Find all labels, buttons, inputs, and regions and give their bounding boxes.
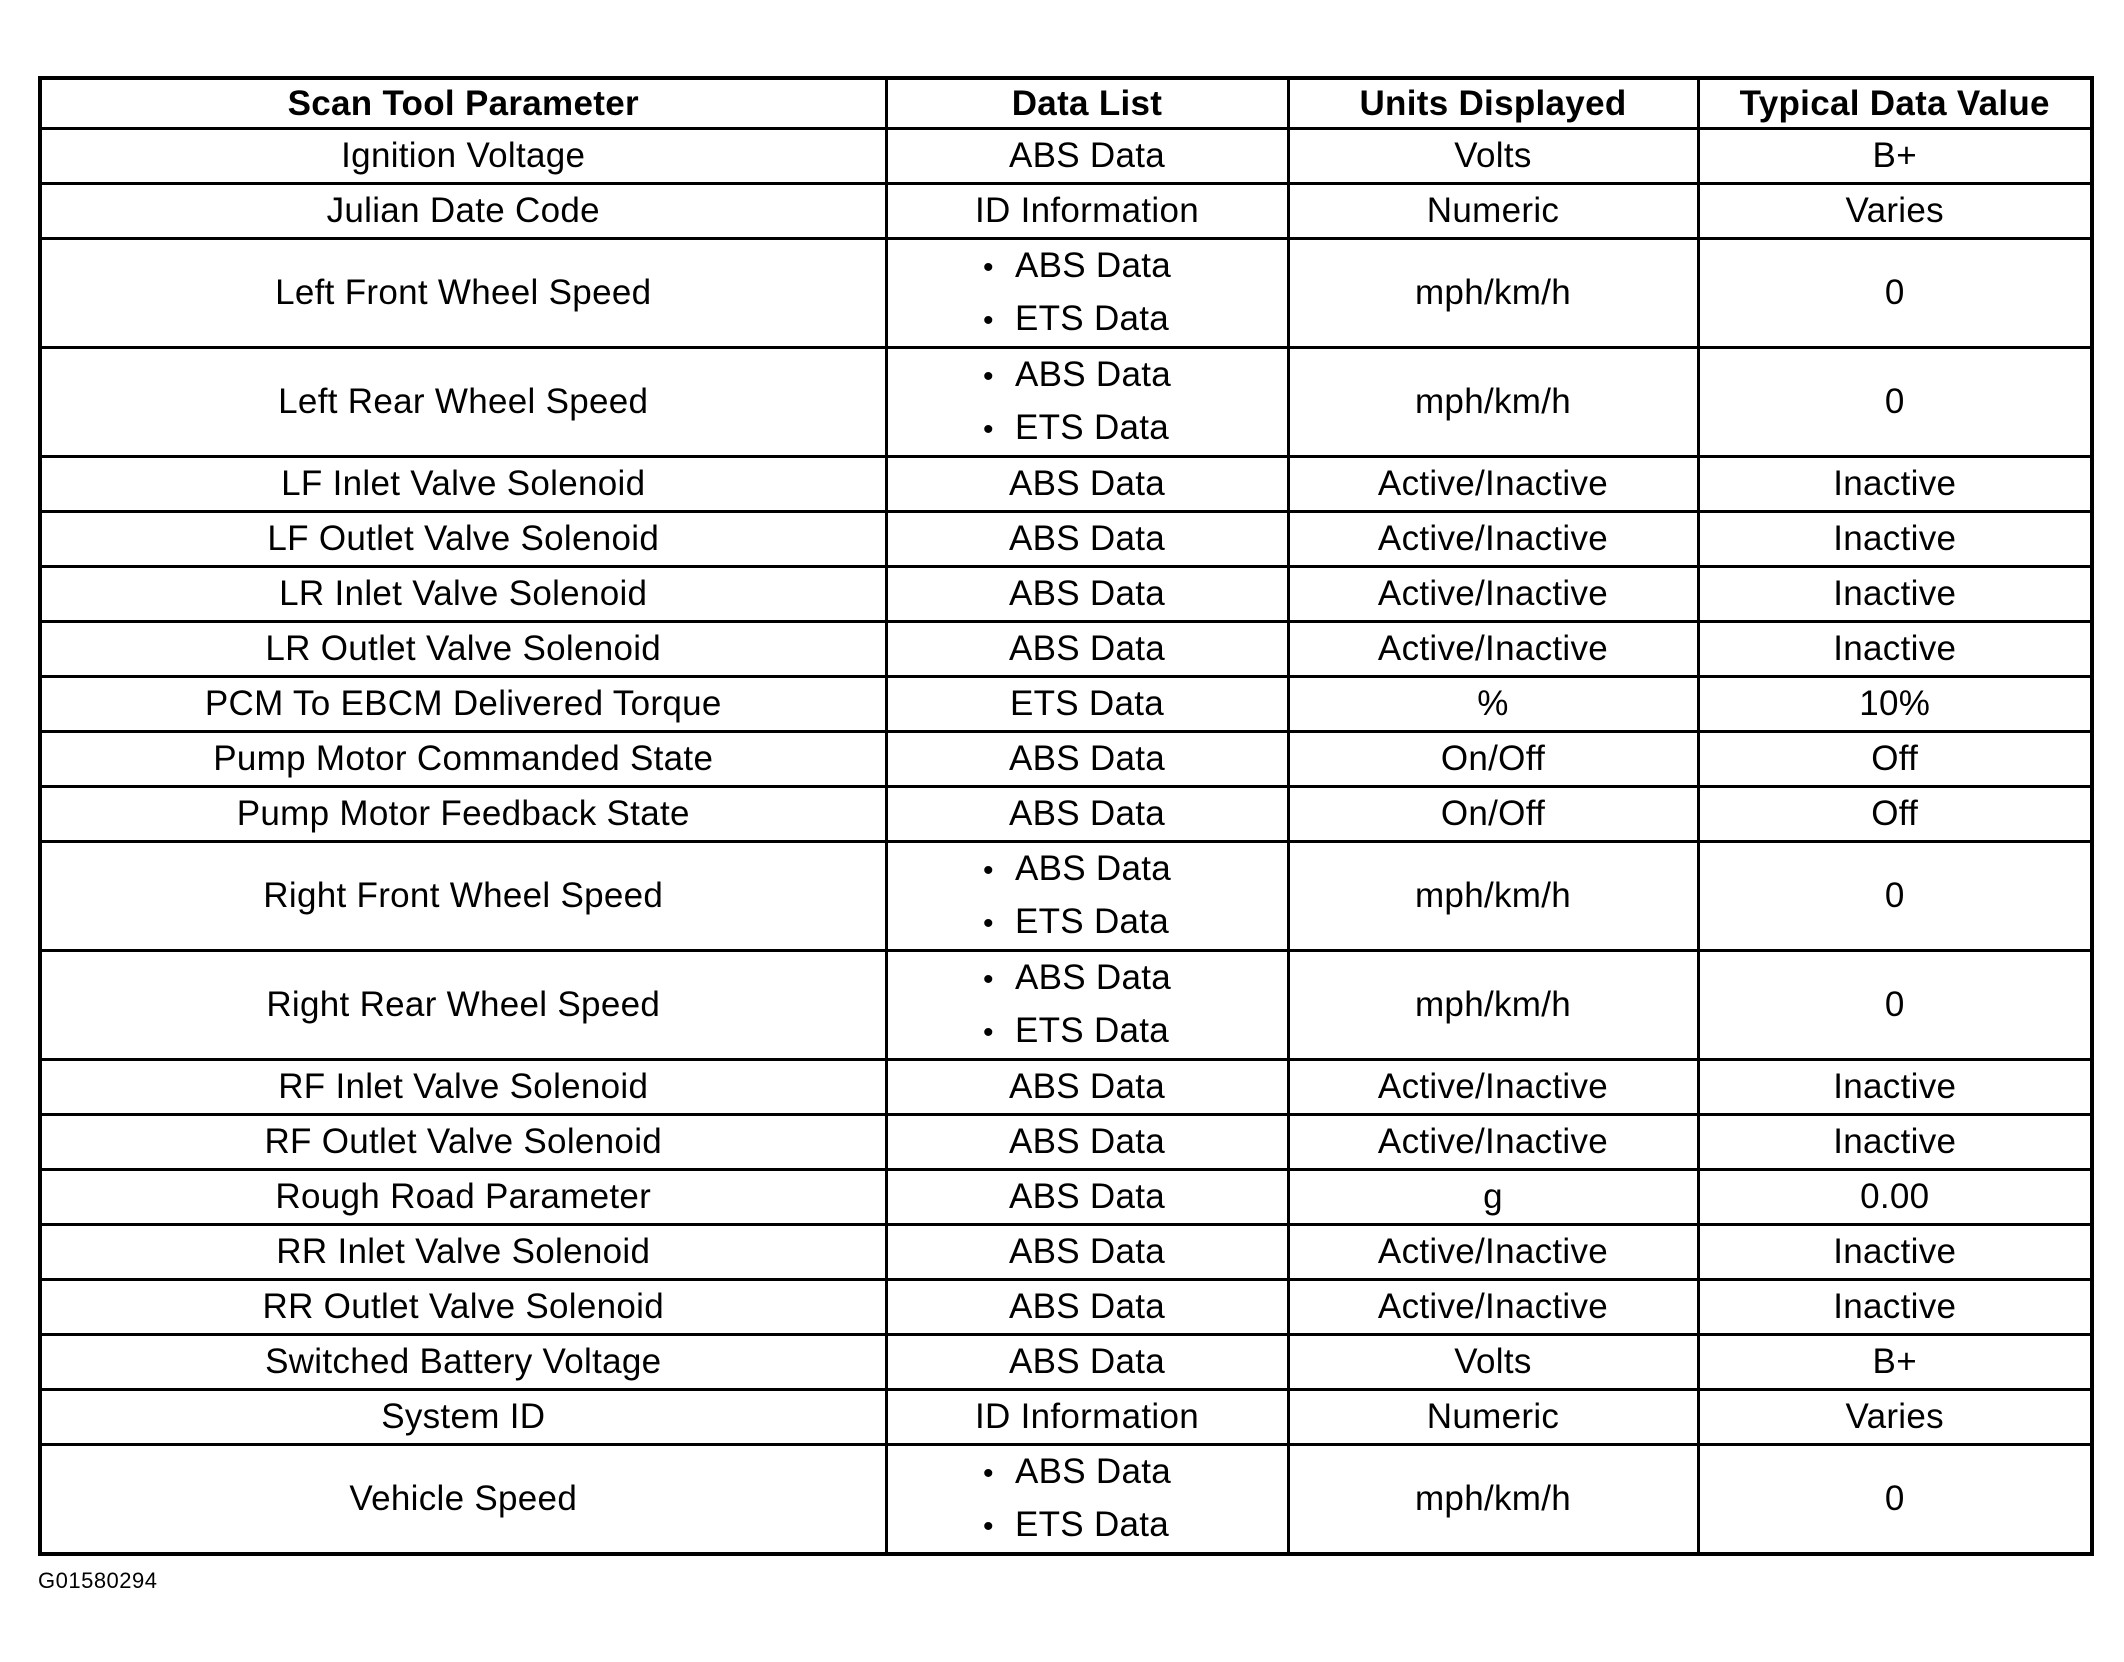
data-list-bullets: [983, 349, 1171, 455]
cell-scan-tool-parameter: System ID: [40, 1390, 886, 1445]
cell-scan-tool-parameter: RR Inlet Valve Solenoid: [40, 1225, 886, 1280]
bullet-icon: •: [982, 251, 994, 284]
cell-scan-tool-parameter: Julian Date Code: [40, 184, 886, 239]
table-row: [40, 951, 2092, 1060]
cell-data-list: ID Information: [886, 1390, 1288, 1445]
table-row: [40, 567, 2092, 622]
list-item: [983, 293, 1171, 346]
bullet-icon: •: [982, 1510, 994, 1543]
table-row: [40, 184, 2092, 239]
cell-typical-data-value: B+: [1698, 1335, 2092, 1390]
cell-scan-tool-parameter: Pump Motor Feedback State: [40, 787, 886, 842]
cell-units-displayed: On/Off: [1288, 787, 1698, 842]
table-row: [40, 677, 2092, 732]
table-row: [40, 129, 2092, 184]
data-list-bullets: [983, 1446, 1171, 1552]
bullet-icon: •: [982, 1457, 994, 1490]
table-row: [40, 787, 2092, 842]
data-list-item-label: ABS Data: [1014, 1452, 1172, 1491]
cell-scan-tool-parameter: RF Inlet Valve Solenoid: [40, 1060, 886, 1115]
table-row: [40, 239, 2092, 348]
cell-data-list: ABS Data: [886, 787, 1288, 842]
bullet-icon: •: [982, 360, 994, 393]
cell-units-displayed: mph/km/h: [1288, 348, 1698, 457]
cell-data-list: ABS Data: [886, 732, 1288, 787]
cell-units-displayed: %: [1288, 677, 1698, 732]
header-row: [40, 78, 2092, 129]
data-list-bullets: [983, 843, 1171, 949]
cell-units-displayed: mph/km/h: [1288, 1445, 1698, 1555]
cell-data-list: [886, 842, 1288, 951]
cell-typical-data-value: 0: [1698, 1445, 2092, 1555]
cell-data-list: ABS Data: [886, 1225, 1288, 1280]
cell-units-displayed: On/Off: [1288, 732, 1698, 787]
header-units-displayed: Units Displayed: [1288, 78, 1698, 129]
cell-scan-tool-parameter: RF Outlet Valve Solenoid: [40, 1115, 886, 1170]
cell-data-list: ABS Data: [886, 512, 1288, 567]
cell-data-list: [886, 951, 1288, 1060]
cell-typical-data-value: Inactive: [1698, 1280, 2092, 1335]
list-item: [983, 1005, 1171, 1058]
cell-scan-tool-parameter: Vehicle Speed: [40, 1445, 886, 1555]
header-data-list: Data List: [886, 78, 1288, 129]
cell-typical-data-value: 0: [1698, 239, 2092, 348]
cell-units-displayed: Active/Inactive: [1288, 622, 1698, 677]
cell-data-list: ABS Data: [886, 457, 1288, 512]
cell-units-displayed: Volts: [1288, 1335, 1698, 1390]
cell-typical-data-value: Off: [1698, 732, 2092, 787]
bullet-icon: •: [982, 413, 994, 446]
cell-units-displayed: Active/Inactive: [1288, 1280, 1698, 1335]
cell-units-displayed: Numeric: [1288, 184, 1698, 239]
table-row: [40, 732, 2092, 787]
cell-units-displayed: Active/Inactive: [1288, 457, 1698, 512]
data-list-item-label: ETS Data: [1014, 1505, 1170, 1544]
bullet-icon: •: [982, 304, 994, 337]
table-header: [40, 78, 2092, 129]
cell-data-list: ABS Data: [886, 129, 1288, 184]
cell-units-displayed: Volts: [1288, 129, 1698, 184]
cell-scan-tool-parameter: PCM To EBCM Delivered Torque: [40, 677, 886, 732]
cell-data-list: ID Information: [886, 184, 1288, 239]
cell-units-displayed: Active/Inactive: [1288, 512, 1698, 567]
bullet-icon: •: [982, 963, 994, 996]
cell-data-list: [886, 1445, 1288, 1555]
data-list-item-label: ABS Data: [1014, 958, 1172, 997]
cell-typical-data-value: Varies: [1698, 1390, 2092, 1445]
cell-typical-data-value: Off: [1698, 787, 2092, 842]
list-item: [983, 952, 1171, 1005]
table-row: [40, 348, 2092, 457]
cell-scan-tool-parameter: Left Front Wheel Speed: [40, 239, 886, 348]
table-row: [40, 842, 2092, 951]
cell-typical-data-value: 10%: [1698, 677, 2092, 732]
cell-scan-tool-parameter: Right Front Wheel Speed: [40, 842, 886, 951]
cell-scan-tool-parameter: Right Rear Wheel Speed: [40, 951, 886, 1060]
cell-scan-tool-parameter: Ignition Voltage: [40, 129, 886, 184]
cell-data-list: ABS Data: [886, 1170, 1288, 1225]
cell-units-displayed: Numeric: [1288, 1390, 1698, 1445]
cell-scan-tool-parameter: Pump Motor Commanded State: [40, 732, 886, 787]
data-list-item-label: ABS Data: [1014, 246, 1172, 285]
list-item: [983, 349, 1171, 402]
cell-typical-data-value: Varies: [1698, 184, 2092, 239]
cell-scan-tool-parameter: Switched Battery Voltage: [40, 1335, 886, 1390]
cell-scan-tool-parameter: Left Rear Wheel Speed: [40, 348, 886, 457]
list-item: [983, 402, 1171, 455]
table-row: [40, 1390, 2092, 1445]
figure-id: G01580294: [38, 1568, 158, 1593]
cell-typical-data-value: Inactive: [1698, 1115, 2092, 1170]
data-list-item-label: ABS Data: [1014, 849, 1172, 888]
cell-typical-data-value: Inactive: [1698, 622, 2092, 677]
cell-scan-tool-parameter: LR Inlet Valve Solenoid: [40, 567, 886, 622]
table-row: [40, 1445, 2092, 1555]
cell-scan-tool-parameter: Rough Road Parameter: [40, 1170, 886, 1225]
cell-data-list: ETS Data: [886, 677, 1288, 732]
table-row: [40, 1170, 2092, 1225]
cell-units-displayed: g: [1288, 1170, 1698, 1225]
cell-data-list: ABS Data: [886, 1335, 1288, 1390]
table-row: [40, 1280, 2092, 1335]
cell-data-list: ABS Data: [886, 1115, 1288, 1170]
bullet-icon: •: [982, 1016, 994, 1049]
table-row: [40, 1115, 2092, 1170]
table-row: [40, 1335, 2092, 1390]
cell-units-displayed: Active/Inactive: [1288, 1225, 1698, 1280]
cell-typical-data-value: 0.00: [1698, 1170, 2092, 1225]
cell-typical-data-value: B+: [1698, 129, 2092, 184]
data-list-bullets: [983, 240, 1171, 346]
cell-scan-tool-parameter: LF Outlet Valve Solenoid: [40, 512, 886, 567]
cell-scan-tool-parameter: LF Inlet Valve Solenoid: [40, 457, 886, 512]
table-row: [40, 1060, 2092, 1115]
list-item: [983, 240, 1171, 293]
list-item: [983, 843, 1171, 896]
cell-units-displayed: Active/Inactive: [1288, 1060, 1698, 1115]
data-list-item-label: ETS Data: [1014, 1011, 1170, 1050]
data-list-item-label: ETS Data: [1014, 408, 1170, 447]
bullet-icon: •: [982, 854, 994, 887]
cell-typical-data-value: Inactive: [1698, 512, 2092, 567]
table-row: [40, 512, 2092, 567]
cell-typical-data-value: 0: [1698, 842, 2092, 951]
cell-data-list: [886, 348, 1288, 457]
cell-units-displayed: Active/Inactive: [1288, 567, 1698, 622]
cell-data-list: [886, 239, 1288, 348]
cell-scan-tool-parameter: LR Outlet Valve Solenoid: [40, 622, 886, 677]
table-body: [40, 129, 2092, 1555]
data-list-item-label: ABS Data: [1014, 355, 1172, 394]
cell-data-list: ABS Data: [886, 1280, 1288, 1335]
cell-typical-data-value: Inactive: [1698, 1225, 2092, 1280]
cell-data-list: ABS Data: [886, 1060, 1288, 1115]
header-scan-tool-parameter: Scan Tool Parameter: [40, 78, 886, 129]
cell-units-displayed: Active/Inactive: [1288, 1115, 1698, 1170]
cell-scan-tool-parameter: RR Outlet Valve Solenoid: [40, 1280, 886, 1335]
table-row: [40, 1225, 2092, 1280]
data-list-bullets: [983, 952, 1171, 1058]
cell-units-displayed: mph/km/h: [1288, 842, 1698, 951]
scan-tool-data-table: [38, 76, 2094, 1556]
table-row: [40, 457, 2092, 512]
cell-units-displayed: mph/km/h: [1288, 239, 1698, 348]
list-item: [983, 1446, 1171, 1499]
list-item: [983, 896, 1171, 949]
cell-units-displayed: mph/km/h: [1288, 951, 1698, 1060]
cell-typical-data-value: Inactive: [1698, 567, 2092, 622]
data-list-item-label: ETS Data: [1014, 299, 1170, 338]
bullet-icon: •: [982, 907, 994, 940]
table-row: [40, 622, 2092, 677]
header-typical-data-value: Typical Data Value: [1698, 78, 2092, 129]
list-item: [983, 1499, 1171, 1552]
cell-typical-data-value: Inactive: [1698, 457, 2092, 512]
cell-typical-data-value: Inactive: [1698, 1060, 2092, 1115]
cell-typical-data-value: 0: [1698, 348, 2092, 457]
cell-data-list: ABS Data: [886, 622, 1288, 677]
cell-typical-data-value: 0: [1698, 951, 2092, 1060]
cell-data-list: ABS Data: [886, 567, 1288, 622]
data-list-item-label: ETS Data: [1014, 902, 1170, 941]
